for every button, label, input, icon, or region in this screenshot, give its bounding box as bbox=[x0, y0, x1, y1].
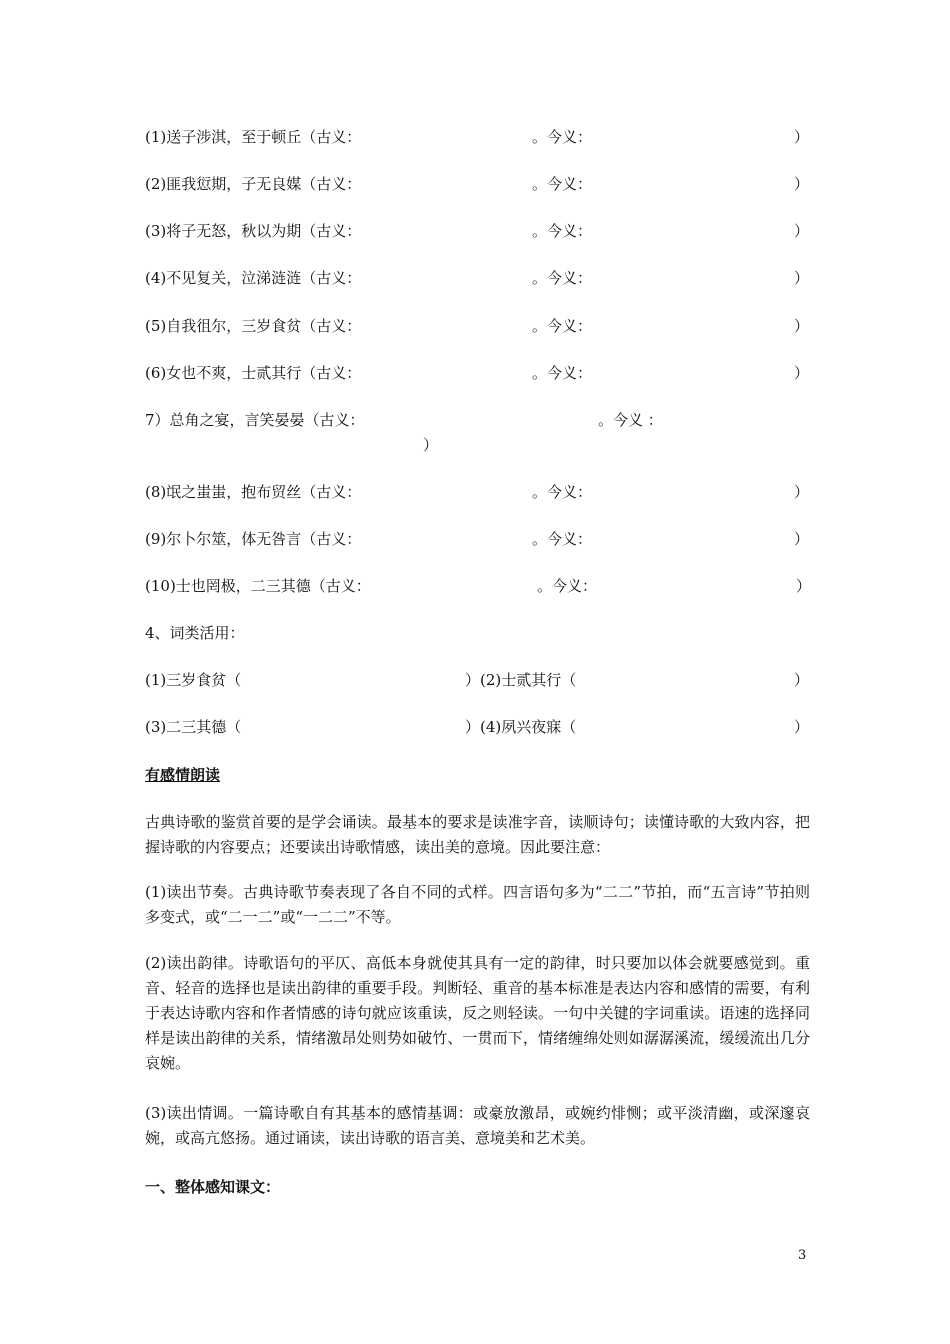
q3-modern-label: 。今义： bbox=[532, 364, 593, 382]
reading-intro: 古典诗歌的鉴赏首要的是学会诵读。最基本的要求是读准字音，读顺诗句；读懂诗歌的大致内容，把握诗歌的内容要点；还要读出诗歌情感，读出美的意境。因此要注意： bbox=[145, 813, 810, 856]
q3-close: ） bbox=[794, 364, 810, 382]
q4-item-b: ）(2)士贰其行（ bbox=[465, 671, 577, 689]
q3-modern-label: 。今义： bbox=[532, 530, 593, 548]
q4-item-a: (1)三岁食贫（ bbox=[145, 671, 242, 689]
q3-close: ） bbox=[794, 530, 810, 548]
q3-sentence: (1)送子涉淇，至于顿丘（古义： bbox=[145, 128, 362, 146]
q4-close: ） bbox=[794, 671, 810, 689]
q3-modern-label: 。今义： bbox=[532, 317, 593, 335]
q4-item-a: (3)二三其德（ bbox=[145, 718, 242, 736]
q3-modern-label: 。今义： bbox=[532, 222, 593, 240]
q4-title: 4、词类活用： bbox=[145, 624, 245, 642]
q3-sentence: (10)士也罔极，二三其德（古义： bbox=[145, 577, 371, 595]
q3-modern-label: 。今义： bbox=[532, 175, 593, 193]
reading-emotion: (3)读出情调。一篇诗歌自有其基本的感情基调：或豪放激昂，或婉约悱恻；或平淡清幽，或深邃哀婉，或高亢悠扬。通过诵读，读出诗歌的语言美、意境美和艺术美。 bbox=[145, 1104, 810, 1147]
reading-tone: (2)读出韵律。诗歌语句的平仄、高低本身就使其具有一定的韵律，时只要加以体会就要感觉到。重音、轻音的选择也是读出韵律的重要手段。判断轻、重音的基本标准是表达内容和感情的需要，有利于表达诗歌内容和作者情感的诗句就应该重读，反之则轻读。一句中关键的字词重读。语速的选择同样是读出韵律的关系，情绪激昂处则势如破竹、一贯而下，情绪缠绵处则如潺潺溪流，缓缓流出几分哀婉。 bbox=[145, 954, 810, 1072]
q3-sentence: (5)自我徂尔，三岁食贫（古义： bbox=[145, 317, 362, 335]
q3-close: ） bbox=[794, 128, 810, 146]
q3-sentence: (4)不见复关，泣涕涟涟（古义： bbox=[145, 269, 362, 287]
section-heading: 一、整体感知课文： bbox=[145, 1178, 281, 1196]
q3-close: ） bbox=[794, 269, 810, 287]
q3-sentence: (2)匪我愆期，子无良媒（古义： bbox=[145, 175, 362, 193]
q3-close: ） bbox=[794, 317, 810, 335]
q3-modern-label: 。今义： bbox=[532, 128, 593, 146]
q3-modern-label: 。今义： bbox=[537, 577, 598, 595]
q4-item-b: ）(4)夙兴夜寐（ bbox=[465, 718, 577, 736]
q3-modern-label: 。今义： bbox=[532, 483, 593, 501]
q3-sentence: (6)女也不爽，士贰其行（古义： bbox=[145, 364, 362, 382]
q3-sentence: (3)将子无怒，秋以为期（古义： bbox=[145, 222, 362, 240]
page-number: 3 bbox=[798, 1248, 807, 1263]
reading-heading: 有感情朗读 bbox=[145, 766, 221, 784]
q3-close: ） bbox=[794, 222, 810, 240]
q3-close: ） bbox=[794, 175, 810, 193]
q3-sentence: (8)氓之蚩蚩，抱布贸丝（古义： bbox=[145, 483, 362, 501]
q3-sentence: 7）总角之宴，言笑晏晏（古义： bbox=[145, 411, 365, 429]
q3-modern-label: 。今义： bbox=[532, 269, 593, 287]
q3-sentence: (9)尔卜尔筮，体无咎言（古义： bbox=[145, 530, 362, 548]
q4-close: ） bbox=[794, 718, 810, 736]
q3-modern-label: 。今义 ： bbox=[598, 411, 663, 429]
q3-close: ） bbox=[423, 436, 439, 454]
q3-close: ） bbox=[794, 483, 810, 501]
q3-close: ） bbox=[796, 577, 812, 595]
reading-rhythm: (1)读出节奏。古典诗歌节奏表现了各自不同的式样。四言语句多为“二二”节拍，而“五言诗”节拍则多变式，或“二一二”或“一二二”不等。 bbox=[145, 883, 810, 926]
